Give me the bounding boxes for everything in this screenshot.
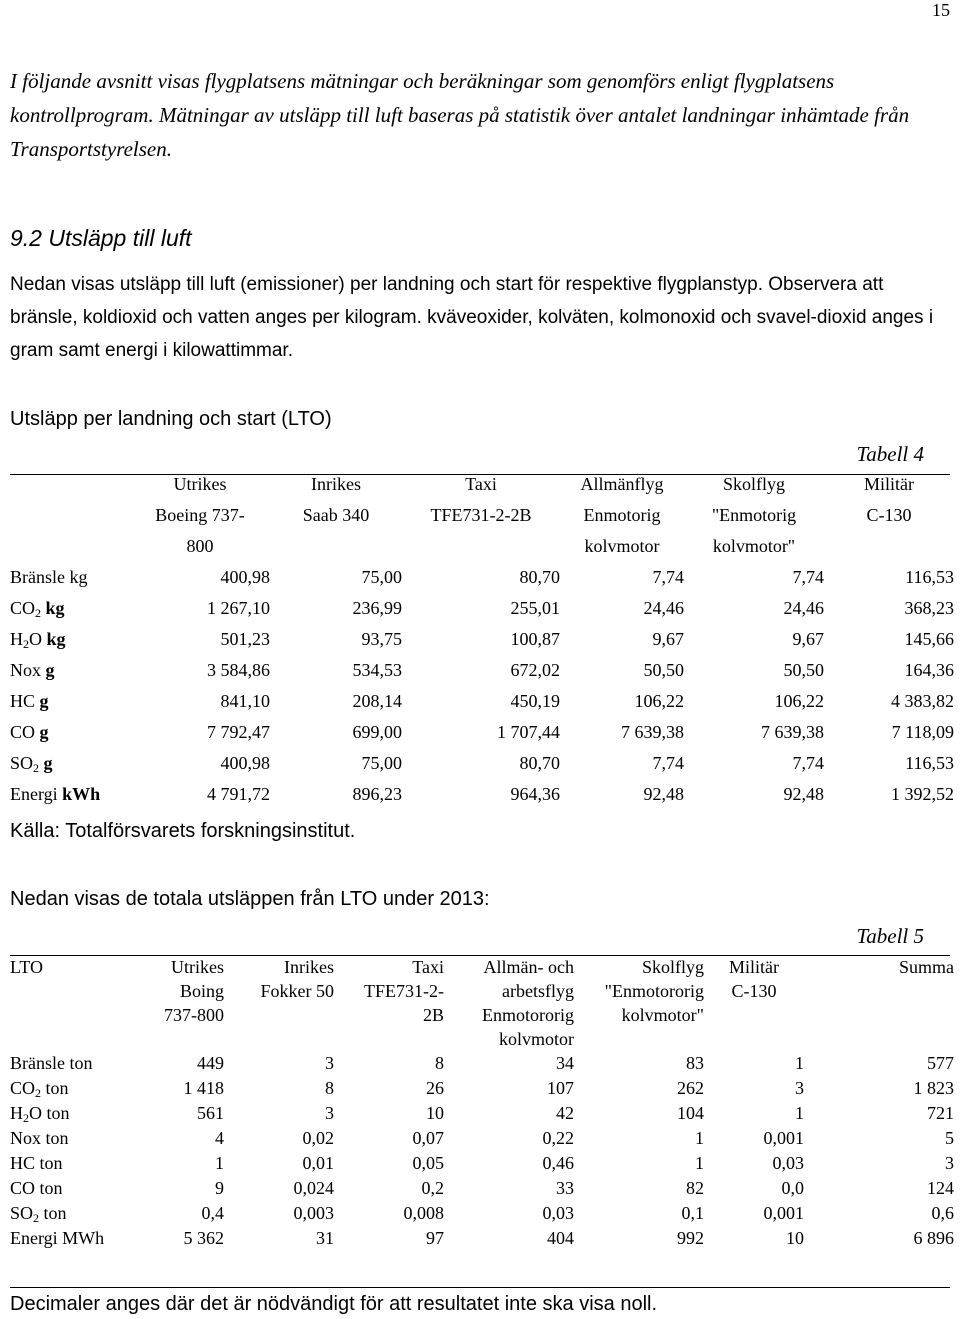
table5-row (10, 1203, 954, 1228)
table5-cell: 1 (795, 1103, 804, 1123)
table4-row-label (10, 598, 130, 629)
table5-cell: 1 823 (913, 1078, 954, 1098)
table4-cell: 208,14 (352, 691, 402, 711)
table4-cell: 9,67 (792, 629, 824, 649)
table4-cell: 7,74 (652, 567, 684, 587)
table5-row-label (10, 1128, 140, 1153)
table5-note: Decimaler anges där det är nödvändigt för att resultatet inte ska visa noll. (10, 1293, 658, 1315)
table5-header-cell (804, 981, 954, 1005)
table5-header-cell (224, 1005, 334, 1029)
table4-cell: 400,98 (220, 753, 270, 773)
table5-cell: 0,01 (302, 1153, 334, 1173)
table5-header-cell: TFE731-2- (364, 981, 444, 1001)
table5-cell: 104 (677, 1103, 704, 1123)
row-label-text: CO (10, 1078, 36, 1098)
table5-cell: 1 418 (183, 1078, 224, 1098)
table5-row-label (10, 1203, 140, 1228)
row-label-text: HC (10, 691, 36, 711)
table5-cell: 8 (435, 1053, 444, 1073)
table4-cell: 106,22 (634, 691, 684, 711)
table4-header-cell: TFE731-2-2B (430, 505, 532, 525)
table5-header-cell: C-130 (731, 981, 777, 1001)
table5-header-cell (10, 1005, 140, 1029)
row-label-suffix: O ton (29, 1103, 70, 1123)
row-label-text: Energi (10, 784, 58, 804)
table4-header-cell (402, 536, 560, 567)
table4-row (10, 567, 954, 598)
section-heading: 9.2 Utsläpp till luft (10, 225, 192, 251)
row-label-subscript: 2 (33, 761, 40, 775)
table4-cell: 7,74 (652, 753, 684, 773)
table5-cell: 0,024 (293, 1178, 334, 1198)
table5-cell: 97 (426, 1228, 444, 1248)
table4-header-cell: Allmänflyg (580, 474, 664, 494)
row-label-text: CO ton (10, 1178, 63, 1198)
table4-header-cell: Enmotorig (583, 505, 661, 525)
table5-cell: 26 (426, 1078, 444, 1098)
table5-header-cell (804, 1005, 954, 1029)
table4-header-cell: "Enmotorig (711, 505, 797, 525)
table4-cell: 93,75 (361, 629, 402, 649)
table4-cell: 7 792,47 (207, 722, 270, 742)
table4-cell: 672,02 (510, 660, 560, 680)
table4-header-cell: kolvmotor" (712, 536, 796, 556)
table5-cell: 721 (927, 1103, 954, 1123)
row-label-subscript: 2 (33, 1211, 40, 1225)
row-label-subscript: 2 (35, 1086, 42, 1100)
table5-row (10, 1128, 954, 1153)
row-unit: g (39, 722, 49, 742)
table5-row-label (10, 1178, 140, 1203)
table5-cell: 3 (945, 1153, 954, 1173)
table5-cell: 0,02 (302, 1128, 334, 1148)
table5-row-label (10, 1228, 140, 1253)
table5-cell: 404 (547, 1228, 574, 1248)
row-unit: g (45, 660, 55, 680)
table5-header-cell: Allmän- och (483, 957, 574, 977)
table5-cell: 5 362 (183, 1228, 224, 1248)
table5-header-cell: Fokker 50 (260, 981, 334, 1001)
table5-row-label (10, 1053, 140, 1078)
table4-row-label (10, 691, 130, 722)
table5-cell: 0,22 (542, 1128, 574, 1148)
table4-header-cell (270, 536, 402, 567)
table4-cell: 964,36 (510, 784, 560, 804)
table4-cell: 80,70 (519, 753, 560, 773)
table5-cell: 1 (695, 1153, 704, 1173)
table5-header-cell (704, 1005, 804, 1029)
table5-cell: 0,003 (293, 1203, 334, 1223)
table4-header-row (10, 474, 954, 505)
table5-cell: 9 (215, 1178, 224, 1198)
table5-subtitle: Nedan visas de totala utsläppen från LTO under 2013: (10, 888, 490, 910)
table5-header-cell (704, 1029, 804, 1053)
row-unit: g (39, 691, 49, 711)
table4-cell: 9,67 (652, 629, 684, 649)
table4-header-cell: Boeing 737- (155, 505, 245, 525)
table4-cell: 7,74 (792, 567, 824, 587)
table5-cell: 262 (677, 1078, 704, 1098)
table5-cell: 3 (325, 1103, 334, 1123)
table4-caption: Tabell 4 (856, 442, 924, 466)
table5-cell: 0,0 (781, 1178, 804, 1198)
row-label-text: H (10, 629, 23, 649)
table5-header-cell: 2B (422, 1005, 444, 1025)
table4-source: Källa: Totalförsvarets forskningsinstitut. (10, 820, 356, 842)
table4-cell: 100,87 (510, 629, 560, 649)
table4-row (10, 784, 954, 815)
table4-header-cell: Taxi (465, 474, 497, 494)
table4-cell: 3 584,86 (207, 660, 270, 680)
table5-header-cell: Taxi (412, 957, 444, 977)
table5-header-cell: arbetsflyg (502, 981, 574, 1001)
table5-cell: 0,03 (772, 1153, 804, 1173)
table4-header-cell (824, 536, 954, 567)
table4-header (10, 474, 954, 567)
row-label-subscript: 2 (35, 606, 42, 620)
row-label-text: HC ton (10, 1153, 63, 1173)
table5-cell: 0,2 (421, 1178, 444, 1198)
table5-cell: 3 (325, 1053, 334, 1073)
table4-cell: 80,70 (519, 567, 560, 587)
table5-row-label (10, 1103, 140, 1128)
table5-header-row (10, 957, 954, 981)
table5-cell: 1 (795, 1053, 804, 1073)
table4-header-cell: Saab 340 (302, 505, 370, 525)
table4-cell: 7 639,38 (761, 722, 824, 742)
row-label-text: Nox ton (10, 1128, 69, 1148)
table5-top-rule (10, 955, 950, 956)
table5-cell: 4 (215, 1128, 224, 1148)
table5-cell: 561 (197, 1103, 224, 1123)
table4-cell: 534,53 (352, 660, 402, 680)
page-number: 15 (932, 0, 950, 20)
table4-header-row (10, 505, 954, 536)
table4 (10, 474, 954, 815)
table5-cell: 31 (316, 1228, 334, 1248)
table5-header-cell: Inrikes (284, 957, 334, 977)
table4-header-cell: Skolflyg (722, 474, 785, 494)
table4-cell: 1 392,52 (891, 784, 954, 804)
table4-row (10, 691, 954, 722)
table5-header-cell (224, 1029, 334, 1053)
table4-cell: 400,98 (220, 567, 270, 587)
table5-cell: 107 (547, 1078, 574, 1098)
table5-row-label (10, 1078, 140, 1103)
table4-cell: 841,10 (220, 691, 270, 711)
table4-cell: 75,00 (361, 753, 402, 773)
table4-row (10, 660, 954, 691)
table5-header-cell: Utrikes (171, 957, 224, 977)
table5-cell: 0,6 (931, 1203, 954, 1223)
table5-cell: 0,1 (681, 1203, 704, 1223)
table5-header-cell (334, 1029, 444, 1053)
table5-cell: 8 (325, 1078, 334, 1098)
table5-row (10, 1178, 954, 1203)
intro-paragraph: I följande avsnitt visas flygplatsens mätningar och beräkningar som genomförs enligt flygplatsens kontrollprogram. Mätningar av utsläpp till luft baseras på statistik över antalet landningar inhämtade från Transportstyrelsen. (10, 69, 910, 161)
table4-header-row (10, 536, 954, 567)
table5-header-cell (10, 1029, 140, 1053)
row-unit: kWh (62, 784, 101, 804)
table4-cell: 699,00 (352, 722, 402, 742)
table4-cell: 145,66 (904, 629, 954, 649)
row-label-text: Energi MWh (10, 1228, 105, 1248)
table4-cell: 24,46 (643, 598, 684, 618)
row-label-text: Bränsle ton (10, 1053, 93, 1073)
table5-caption: Tabell 5 (856, 924, 924, 948)
table5-cell: 6 896 (913, 1228, 954, 1248)
table4-row-label (10, 722, 130, 753)
row-label-suffix: O (29, 629, 42, 649)
table4-header-cell: Utrikes (173, 474, 227, 494)
table4-cell: 1 707,44 (497, 722, 560, 742)
table5-cell: 992 (677, 1228, 704, 1248)
table4-cell: 164,36 (904, 660, 954, 680)
table5-cell: 0,008 (403, 1203, 444, 1223)
table4-cell: 92,48 (643, 784, 684, 804)
table4-cell: 116,53 (905, 753, 954, 773)
row-label-text: CO (10, 722, 36, 742)
row-label-text: CO (10, 598, 36, 618)
table4-cell: 50,50 (783, 660, 824, 680)
table5-header-row (10, 1029, 954, 1053)
table5-row (10, 1228, 954, 1253)
table4-header-cell: C-130 (866, 505, 912, 525)
table5-header-cell: Summa (898, 957, 954, 977)
table4-header-cell: Militär (864, 474, 914, 494)
section-paragraph: Nedan visas utsläpp till luft (emissioner) per landning och start för respektive flygplanstyp. Observera att bränsle, koldioxid och vatten anges per kilogram. kväveoxider, kolväten, kolmonoxid och svavel-dioxid anges i gram samt energi i kilowattimmar. (10, 274, 934, 361)
table4-header-cell: 800 (186, 536, 214, 556)
row-label-suffix: ton (41, 1078, 69, 1098)
table4-row-label (10, 629, 130, 660)
table5-cell: 33 (556, 1178, 574, 1198)
table4-header-cell (10, 536, 130, 567)
table4-cell: 255,01 (510, 598, 560, 618)
row-label-text: Bränsle kg (10, 567, 88, 587)
row-label-text: SO (10, 1203, 34, 1223)
table4-row-label (10, 784, 130, 815)
table5-cell: 5 (945, 1128, 954, 1148)
table5-cell: 0,4 (201, 1203, 224, 1223)
table5-header-cell: Boing (179, 981, 224, 1001)
table5-cell: 82 (686, 1178, 704, 1198)
table5-cell: 0,001 (763, 1128, 804, 1148)
table5-cell: 0,03 (542, 1203, 574, 1223)
table5-header-cell: Enmotororig (482, 1005, 574, 1025)
row-unit: kg (45, 598, 65, 618)
table5-row (10, 1103, 954, 1128)
table4-cell: 4 383,82 (891, 691, 954, 711)
table5-cell: 3 (795, 1078, 804, 1098)
table5-cell: 0,07 (412, 1128, 444, 1148)
table4-row-label (10, 567, 130, 598)
row-label-subscript: 2 (23, 637, 29, 651)
table4-cell: 50,50 (643, 660, 684, 680)
table4-cell: 4 791,72 (207, 784, 270, 804)
table5-header-cell (574, 1029, 704, 1053)
table5-cell: 83 (686, 1053, 704, 1073)
table4-cell: 236,99 (352, 598, 402, 618)
table4-cell: 106,22 (774, 691, 824, 711)
table5-cell: 124 (927, 1178, 954, 1198)
table4-cell: 7 639,38 (621, 722, 684, 742)
table5-cell: 10 (786, 1228, 804, 1248)
table4-cell: 24,46 (783, 598, 824, 618)
table5-cell: 449 (197, 1053, 224, 1073)
table5-row-label (10, 1153, 140, 1178)
table5-row (10, 1153, 954, 1178)
table5-header-cell (10, 981, 140, 1005)
table5-header-cell: "Enmotororig (604, 981, 704, 1001)
table5-row (10, 1078, 954, 1103)
table5-cell: 10 (426, 1103, 444, 1123)
row-label-suffix: ton (39, 1203, 67, 1223)
table5-header-cell (140, 1029, 224, 1053)
table5-cell: 34 (556, 1053, 574, 1073)
table5-cell: 1 (695, 1128, 704, 1148)
table4-cell: 7 118,09 (891, 722, 954, 742)
row-label-subscript: 2 (23, 1111, 29, 1125)
table5-cell: 577 (927, 1053, 954, 1073)
row-unit: g (43, 753, 53, 773)
table4-row (10, 753, 954, 784)
table4-cell: 896,23 (352, 784, 402, 804)
row-label-text: H (10, 1103, 23, 1123)
table4-cell: 7,74 (792, 753, 824, 773)
table5-header-cell (804, 1029, 954, 1053)
table5-cell: 1 (215, 1153, 224, 1173)
table5-body (10, 1053, 954, 1253)
table4-cell: 92,48 (783, 784, 824, 804)
row-label-text: Nox (10, 660, 41, 680)
table4-subtitle: Utsläpp per landning och start (LTO) (10, 408, 332, 430)
table5-header-cell: kolvmotor" (621, 1005, 704, 1025)
table5-cell: 0,05 (412, 1153, 444, 1173)
table5-header-row (10, 1005, 954, 1029)
table4-row (10, 629, 954, 660)
table4-header-cell: Inrikes (311, 474, 361, 494)
table4-header-cell (10, 474, 130, 505)
table4-row (10, 722, 954, 753)
table4-cell: 368,23 (904, 598, 954, 618)
table4-cell: 75,00 (361, 567, 402, 587)
table5-header (10, 957, 954, 1053)
table5-row (10, 1053, 954, 1078)
table4-cell: 116,53 (905, 567, 954, 587)
table4-row (10, 598, 954, 629)
table4-header-cell: kolvmotor (584, 536, 660, 556)
table4-row-label (10, 753, 130, 784)
table4-cell: 501,23 (220, 629, 270, 649)
table5-cell: 0,001 (763, 1203, 804, 1223)
table5-header-cell: Militär (729, 957, 779, 977)
table4-body (10, 567, 954, 815)
row-label-text: SO (10, 753, 34, 773)
table5-header-cell: kolvmotor (499, 1029, 574, 1049)
table5-header-cell: Skolflyg (641, 957, 704, 977)
table5-header-cell: 737-800 (164, 1005, 224, 1025)
table4-header-cell (10, 505, 130, 536)
table5-cell: 0,46 (542, 1153, 574, 1173)
table5-header-cell: LTO (10, 957, 44, 977)
note-rule (10, 1287, 950, 1288)
table5-header-row (10, 981, 954, 1005)
table4-cell: 450,19 (510, 691, 560, 711)
table5-cell: 42 (556, 1103, 574, 1123)
table5 (10, 957, 954, 1253)
table4-row-label (10, 660, 130, 691)
table4-cell: 1 267,10 (207, 598, 270, 618)
row-unit: kg (46, 629, 66, 649)
